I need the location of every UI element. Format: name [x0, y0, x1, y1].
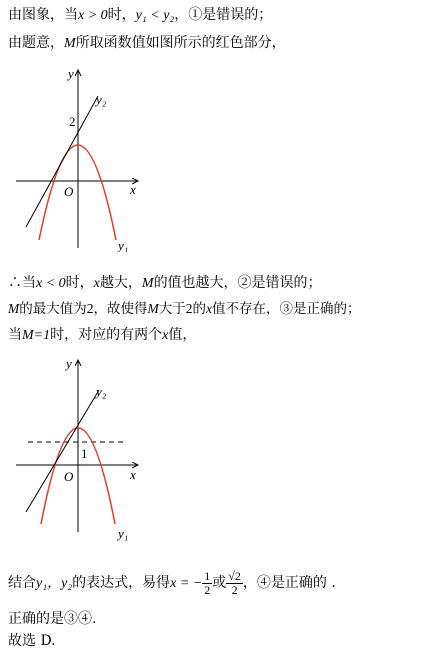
text-line-1 — [8, 6, 272, 25]
graph2-origin: O — [64, 469, 74, 484]
graph2-y-label: y — [66, 356, 72, 371]
l5-b: 时，对应的有两个 — [50, 327, 163, 343]
line-y2-1 — [26, 96, 98, 227]
l3-d: 的值也越大，②是错误的； — [153, 275, 322, 291]
l6-b: 的表达式，易得 — [72, 575, 171, 591]
l5-c: 值， — [168, 327, 197, 343]
graph2-level: 1 — [81, 446, 88, 461]
l6-y: y₁，y₂ — [36, 576, 73, 591]
l3-m: M — [141, 276, 154, 291]
l4-e: 值不存在，③是正确的； — [212, 301, 361, 317]
graph2-y1: y₁ — [118, 526, 129, 541]
l5-a: 当 — [8, 327, 22, 343]
l6-c: ，④是正确的 . — [242, 575, 336, 591]
fraction-sqrt2-half — [226, 570, 243, 597]
graph1-y2: y₂ — [96, 92, 107, 107]
l4-m2: M — [147, 301, 159, 316]
l1-cond: x > 0 — [78, 8, 108, 23]
text-line-7: 正确的是③④. — [8, 611, 97, 627]
frac1-num: 1 — [204, 568, 211, 583]
l4-n2: 2 — [185, 301, 193, 316]
l3-b: 时， — [65, 275, 94, 291]
l4-a: 的最大值为 — [19, 301, 87, 317]
fraction-one-half — [202, 570, 212, 597]
graph1-y1: y₁ — [118, 238, 129, 252]
l2-a: 由题意， — [8, 35, 64, 51]
text-line-4 — [8, 300, 361, 318]
frac2-den: 2 — [231, 582, 238, 597]
l1-c: ，①是错误的； — [174, 7, 273, 23]
line-y2-2 — [26, 390, 99, 512]
l2-m: M — [64, 36, 76, 51]
l1-b: 时， — [107, 7, 136, 23]
graph2-x-label: x — [130, 467, 136, 482]
l6-a: 结合 — [8, 575, 36, 591]
l3-a: ∴当 — [8, 275, 36, 291]
l3-cond: x < 0 — [36, 276, 66, 291]
l5-eq: M=1 — [22, 328, 51, 343]
graph2-y2: y₂ — [96, 384, 107, 399]
graph-2 — [12, 352, 142, 544]
l4-x: x — [206, 301, 212, 316]
l4-c: 大于 — [158, 301, 186, 317]
l1-a: 由图象，当 — [8, 7, 78, 23]
graph1-peak: 2 — [69, 114, 76, 129]
graph1-x-label: x — [130, 182, 136, 197]
l4-n: 2 — [86, 301, 94, 316]
graph1-origin: O — [64, 184, 74, 199]
l2-b: 所取函数值如图所示的红色部分， — [75, 35, 286, 51]
text-line-6 — [8, 568, 336, 599]
l3-c: 越大， — [99, 275, 142, 291]
l1-ineq: y₁ < y₂ — [135, 8, 175, 23]
graph-1 — [12, 62, 142, 252]
l4-d: 的 — [192, 301, 206, 317]
l6-or: 或 — [212, 575, 227, 591]
l4-b: ，故使得 — [93, 301, 148, 317]
l3-x: x — [93, 276, 100, 291]
text-line-3 — [8, 274, 322, 293]
frac1-den: 2 — [204, 582, 211, 597]
text-line-2 — [8, 34, 286, 53]
frac2-num: √2 — [228, 568, 241, 583]
l4-m: M — [8, 301, 20, 316]
l5-x: x — [162, 328, 169, 343]
text-line-8: 故选 D. — [8, 633, 56, 649]
l6-x: x = − — [170, 576, 203, 591]
text-line-5 — [8, 326, 196, 345]
graph1-y-label: y — [68, 66, 74, 81]
